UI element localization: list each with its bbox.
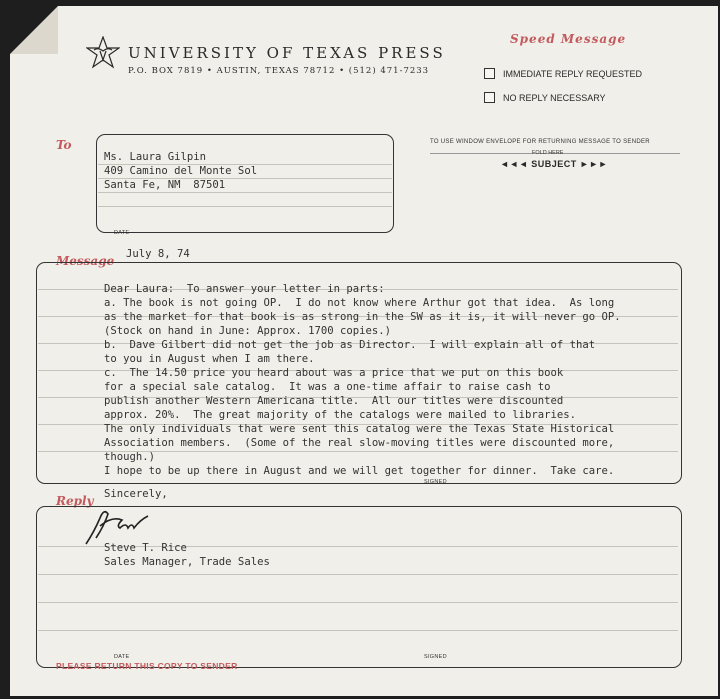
message-date: July 8, 74 <box>126 248 190 260</box>
to-line-2: 409 Camino del Monte Sol <box>104 165 258 177</box>
reply-date-label: DATE <box>114 654 130 660</box>
message-form <box>10 6 718 696</box>
message-line: a. The book is not going OP. I do not know where Arthur got that idea. As long <box>104 297 615 309</box>
message-label: Message <box>56 254 115 268</box>
to-line-1: Ms. Laura Gilpin <box>104 151 207 163</box>
longhorn-seal-icon <box>86 36 120 70</box>
no-reply-checkbox[interactable] <box>484 92 495 103</box>
to-date-label: DATE <box>114 230 130 236</box>
rule <box>98 206 392 207</box>
press-address: P.O. BOX 7819 • AUSTIN, TEXAS 78712 • (512) 471-7233 <box>128 66 430 76</box>
message-line: c. The 14.50 price you heard about was a price that we put on this book <box>104 367 564 379</box>
reply-closing: Sincerely, <box>104 488 168 500</box>
message-line: b. Dave Gilbert did not get the job as Director. I will explain all of that <box>104 339 596 351</box>
press-name: UNIVERSITY OF TEXAS PRESS <box>128 44 446 62</box>
rule <box>38 574 678 575</box>
message-line: for a special sale catalog. It was a one-time affair to raise cash to <box>104 381 551 393</box>
reply-signed-label: SIGNED <box>424 654 447 660</box>
message-line: approx. 20%. The great majority of the catalogs were mailed to libraries. <box>104 409 576 421</box>
immediate-reply-checkbox[interactable] <box>484 68 495 79</box>
no-reply-label: NO REPLY NECESSARY <box>503 92 606 103</box>
message-line: I hope to be up there in August and we will get together for dinner. Take care. <box>104 465 615 477</box>
signer-name: Steve T. Rice <box>104 542 187 554</box>
message-line: (Stock on hand in June: Approx. 1700 copies.) <box>104 325 392 337</box>
return-copy-note: PLEASE RETURN THIS COPY TO SENDER <box>56 661 238 671</box>
corner-shadow <box>10 6 58 54</box>
message-line: though.) <box>104 451 156 463</box>
signer-title: Sales Manager, Trade Sales <box>104 556 270 568</box>
speed-message-title: Speed Message <box>510 32 627 46</box>
immediate-reply-label: IMMEDIATE REPLY REQUESTED <box>503 68 643 79</box>
fold-here-label: FOLD HERE <box>532 150 564 156</box>
to-line-3: Santa Fe, NM 87501 <box>104 179 226 191</box>
message-line: Dear Laura: To answer your letter in parts: <box>104 283 385 295</box>
no-reply-option[interactable] <box>484 92 606 103</box>
rule <box>38 602 678 603</box>
message-signed-label: SIGNED <box>424 479 447 485</box>
window-envelope-note: TO USE WINDOW ENVELOPE FOR RETURNING MESSAGE TO SENDER <box>430 139 650 145</box>
message-line: The only individuals that were sent this catalog were the Texas State Historical <box>104 423 615 435</box>
rule <box>38 630 678 631</box>
immediate-reply-option[interactable] <box>484 68 642 79</box>
message-line: as the market for that book is as strong in the SW as it is, it will never go OP. <box>104 311 621 323</box>
message-line: publish another Western Americana title. All our titles were discounted <box>104 395 564 407</box>
to-label: To <box>56 138 72 152</box>
message-line: Association members. (Some of the real slow-moving titles were discounted more, <box>104 437 615 449</box>
subject-label: ◄◄◄ SUBJECT ►►► <box>500 159 608 169</box>
message-line: to you in August when I am there. <box>104 353 315 365</box>
reply-label: Reply <box>56 494 94 508</box>
